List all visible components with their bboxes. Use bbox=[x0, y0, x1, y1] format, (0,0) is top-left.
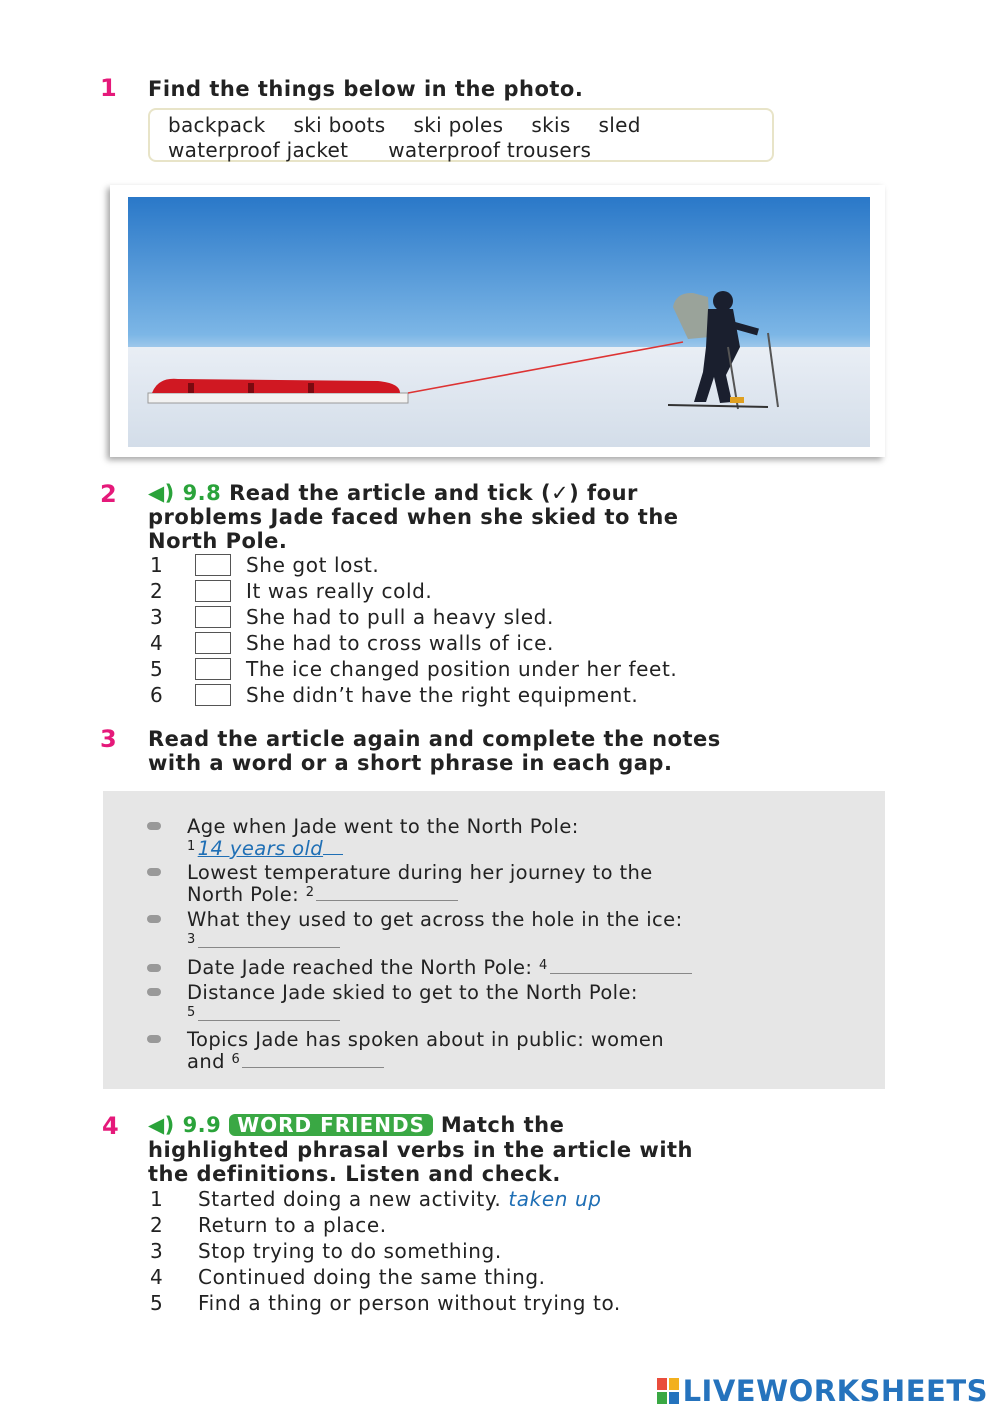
word-friends-badge: WORD FRIENDS bbox=[229, 1114, 433, 1136]
word-item: sled bbox=[598, 113, 641, 137]
tick-checkbox[interactable] bbox=[195, 684, 231, 706]
exercise-3-heading-line-1: Read the article again and complete the notes bbox=[148, 727, 721, 751]
bullet-icon bbox=[147, 1035, 161, 1043]
sled bbox=[148, 379, 408, 403]
exercise-4-heading-line-2: highlighted phrasal verbs in the article with bbox=[148, 1138, 694, 1162]
word-item: skis bbox=[531, 113, 571, 137]
note-6-gap[interactable] bbox=[242, 1051, 384, 1068]
tick-checkbox[interactable] bbox=[195, 580, 231, 602]
bullet-icon bbox=[147, 822, 161, 830]
exercise-3-number: 3 bbox=[100, 725, 117, 753]
exercise-2-heading-line-3: North Pole. bbox=[148, 529, 288, 553]
note-6: Topics Jade has spoken about in public: women and $^6$ bbox=[187, 1028, 665, 1073]
bullet-icon bbox=[147, 964, 161, 972]
exercise-1-number: 1 bbox=[100, 74, 117, 102]
note-2: Lowest temperature during her journey to the North Pole: $^2$ bbox=[187, 861, 653, 906]
audio-track: 9.9 bbox=[182, 1113, 222, 1137]
note-4-gap[interactable] bbox=[550, 957, 692, 974]
audio-icon[interactable]: ◀) bbox=[148, 1113, 175, 1137]
exercise-2-list: 1 She got lost. 2 It was really cold. 3 She had to pull a heavy sled. 4 She had to cross walls of ice. 5 The ice changed position under her feet. 6 She didn’t have the right equipment. bbox=[150, 553, 678, 707]
word-item: ski boots bbox=[293, 113, 386, 137]
word-box-line-1 bbox=[168, 113, 754, 138]
logo-icon bbox=[657, 1378, 679, 1404]
audio-track: 9.8 bbox=[182, 481, 222, 505]
word-item: ski poles bbox=[413, 113, 504, 137]
tick-checkbox[interactable] bbox=[195, 606, 231, 628]
skier-photo bbox=[128, 197, 870, 447]
tick-checkbox[interactable] bbox=[195, 632, 231, 654]
note-3: What they used to get across the hole in the ice: $^3$ bbox=[187, 908, 683, 947]
answer-1[interactable]: taken up bbox=[508, 1187, 602, 1211]
audio-icon[interactable]: ◀) bbox=[148, 481, 175, 505]
note-2-gap[interactable] bbox=[316, 884, 458, 901]
word-box-line-2 bbox=[168, 138, 754, 163]
heading-text: Read the article and tick (✓) four bbox=[229, 481, 638, 505]
exercise-1-heading: Find the things below in the photo. bbox=[148, 77, 584, 101]
tick-checkbox[interactable] bbox=[195, 658, 231, 680]
word-item: waterproof trousers bbox=[388, 138, 592, 162]
exercise-4-heading-line-3: the definitions. Listen and check. bbox=[148, 1162, 561, 1186]
exercise-4-list: 1 Started doing a new activity. taken up 2 Return to a place. 3 Stop trying to do something. 4 Continued doing the same thing. 5 Find a thing or person without trying to. bbox=[150, 1187, 621, 1315]
word-item: waterproof jacket bbox=[168, 138, 349, 162]
bullet-icon bbox=[147, 868, 161, 876]
exercise-2-number: 2 bbox=[100, 480, 117, 508]
liveworksheets-logo: LIVEWORKSHEETS bbox=[657, 1374, 988, 1408]
exercise-3-heading-line-2: with a word or a short phrase in each gap. bbox=[148, 751, 673, 775]
note-3-gap[interactable] bbox=[198, 931, 340, 948]
photo-frame bbox=[110, 185, 885, 457]
bullet-icon bbox=[147, 988, 161, 996]
tick-checkbox[interactable] bbox=[195, 554, 231, 576]
note-1: Age when Jade went to the North Pole: $^1$ 14 years old bbox=[187, 815, 579, 860]
note-5: Distance Jade skied to get to the North Pole: $^5$ bbox=[187, 981, 638, 1020]
notes-box bbox=[103, 791, 885, 1089]
note-5-gap[interactable] bbox=[198, 1004, 340, 1021]
exercise-4-heading-line-1 bbox=[148, 1113, 564, 1137]
exercise-2-heading-line-2: problems Jade faced when she skied to the bbox=[148, 505, 679, 529]
heading-text: Match the bbox=[440, 1113, 565, 1137]
note-4: Date Jade reached the North Pole: $^4$ bbox=[187, 957, 692, 979]
bullet-icon bbox=[147, 915, 161, 923]
word-box bbox=[148, 108, 774, 162]
exercise-4-number: 4 bbox=[102, 1112, 119, 1140]
word-item: backpack bbox=[168, 113, 266, 137]
note-1-answer[interactable]: 14 years old bbox=[197, 837, 324, 860]
exercise-2-heading-line-1 bbox=[148, 481, 638, 505]
